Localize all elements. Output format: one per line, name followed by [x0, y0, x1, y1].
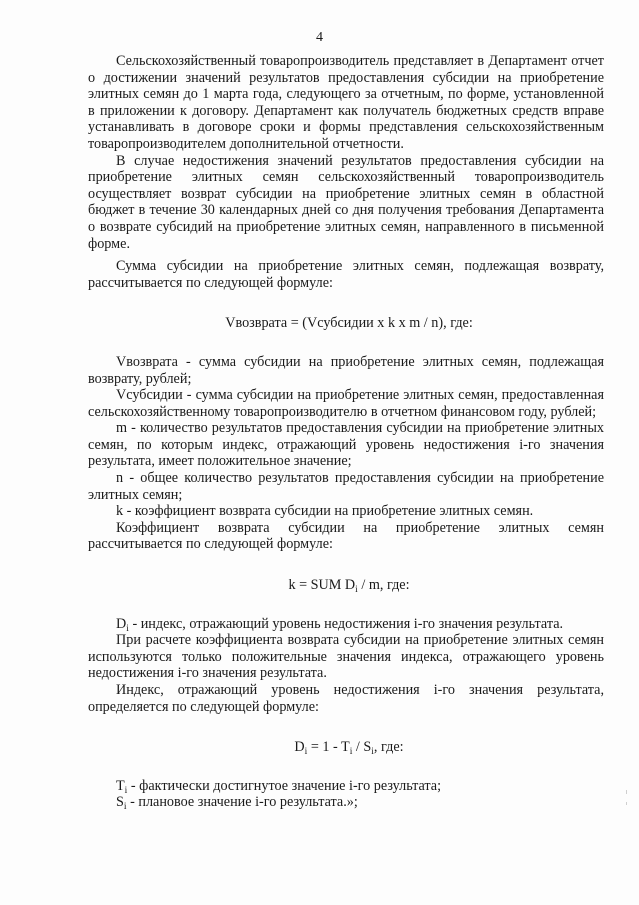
paragraph-coefficient-formula-intro: Коэффициент возврата субсидии на приобретение элитных семян рассчитывается по следующей формуле:: [88, 519, 604, 553]
definition-v-subsidy: Vсубсидии - сумма субсидии на приобретение элитных семян, предоставленная сельскохозяйственному товаропроизводителю в отчетном финансовом году, рублей;: [88, 387, 604, 420]
scan-speck: [626, 802, 627, 805]
document-body: [88, 53, 604, 811]
definition-di-symbol: D: [116, 615, 127, 632]
formula-index-end: , где:: [373, 739, 404, 756]
paragraph-report-submission: Сельскохозяйственный товаропроизводитель представляет в Департамент отчет о достижении значений результатов предоставления субсидии на приобретение элитных семян до 1 марта года, следующего за отчетным, по форме, установленной в приложении к договору. Департамент как получатель бюджетных средств вправе устанавливать в договоре сроки и формы представления сельскохозяйственным товаропроизводителем дополнительной отчетности.: [88, 53, 604, 152]
definition-ti-symbol: T: [116, 777, 125, 794]
definition-v-refund: Vвозврата - сумма субсидии на приобретение элитных семян, подлежащая возврату, рублей;: [88, 353, 604, 387]
formula-coefficient: [88, 577, 604, 594]
definition-ti-subscript: i: [124, 785, 128, 796]
definition-si: [88, 794, 604, 811]
paragraph-refund-formula-intro: Сумма субсидии на приобретение элитных семян, подлежащая возврату, рассчитывается по следующей формуле:: [88, 258, 604, 291]
formula-index-slash: / S: [352, 739, 372, 756]
formula-index: [88, 739, 604, 756]
paragraph-positive-index-note: При расчете коэффициента возврата субсидии на приобретение элитных семян используются только положительные значения индекса, отражающего уровень недостижения i-го значения результата.: [88, 632, 604, 682]
definition-si-symbol: S: [116, 794, 124, 811]
definition-di: [88, 616, 604, 633]
definition-m: m - количество результатов предоставления субсидии на приобретение элитных семян, по которым индекс, отражающий уровень недостижения i-го значения результата, имеет положительное значение;: [88, 420, 604, 470]
formula-index-mid: = 1 - T: [307, 739, 350, 756]
formula-index-t-subscript: i: [349, 747, 353, 758]
definition-ti: [88, 778, 604, 795]
formula-refund-amount: Vвозврата = (Vсубсидии x k x m / n), где:: [225, 315, 473, 332]
formula-coefficient-right: / m, где:: [357, 577, 410, 594]
formula-index-d: D: [294, 739, 305, 756]
paragraph-subsidy-refund: В случае недостижения значений результатов предоставления субсидии на приобретение элитных семян сельскохозяйственный товаропроизводитель осуществляет возврат субсидии на приобретение элитных семян в областной бюджет в течение 30 календарных дней со дня получения требования Департамента о возврате субсидий на приобретение элитных семян, направленного в письменной форме.: [88, 152, 604, 252]
paragraph-index-formula-intro: Индекс, отражающий уровень недостижения i-го значения результата, определяется по следующей формуле:: [88, 682, 604, 715]
formula-index-s-subscript: i: [371, 747, 374, 758]
scan-speck: [626, 790, 627, 794]
definition-di-text: - индекс, отражающий уровень недостижения i-го значения результата.: [128, 615, 564, 632]
definition-si-text: - плановое значение i-го результата.»;: [126, 794, 358, 811]
definition-di-subscript: i: [126, 623, 129, 634]
formula-index-d-subscript: i: [304, 747, 308, 758]
definition-ti-text: - фактически достигнутое значение i-го результата;: [127, 777, 442, 794]
definition-si-subscript: i: [123, 802, 127, 813]
definition-n: n - общее количество результатов предоставления субсидии на приобретение элитных семян;: [88, 470, 604, 503]
page-number: 4: [316, 30, 323, 45]
formula-coefficient-left: k = SUM D: [288, 577, 356, 594]
formula-coefficient-subscript: i: [355, 585, 358, 596]
definition-k: k - коэффициент возврата субсидии на приобретение элитных семян.: [116, 503, 534, 520]
